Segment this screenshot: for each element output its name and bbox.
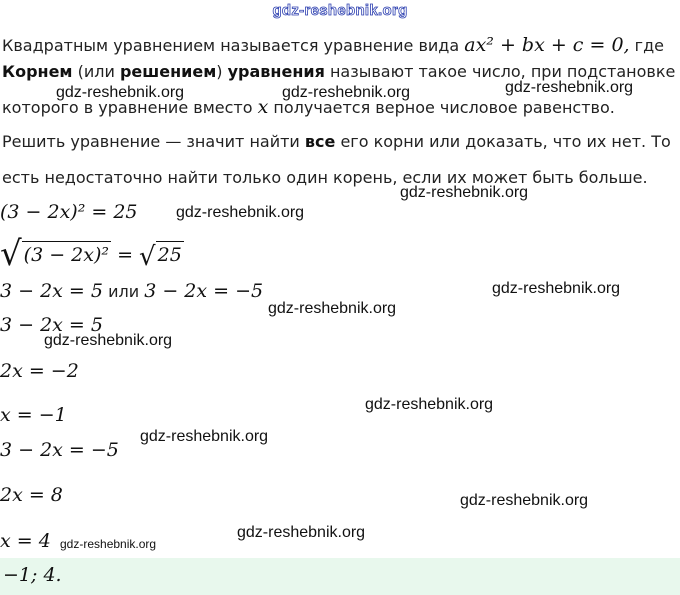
step-6: x = −1 (0, 404, 67, 426)
answer-box (0, 558, 680, 595)
watermark: gdz-reshebnik.org (400, 184, 529, 201)
solve-definition-line-2: есть недостаточно найти только один корень, если их может быть больше. (2, 168, 648, 187)
definition-line (2, 34, 664, 56)
solve-definition-line: Решить уравнение — значит найти все его корни или доказать, что их нет. То (2, 132, 671, 151)
watermark: gdz-reshebnik.org (44, 332, 173, 349)
watermark: gdz-reshebnik.org (505, 79, 634, 96)
definition-tail: где (634, 36, 664, 55)
watermark: gdz-reshebnik.org (56, 84, 185, 101)
step-7: 3 − 2x = −5 (0, 439, 119, 461)
sqrt-icon: √ (0, 234, 22, 274)
watermark: gdz-reshebnik.org (282, 84, 411, 101)
watermark: gdz-reshebnik.org (365, 396, 494, 413)
watermark: gdz-reshebnik.org (60, 537, 157, 551)
or-word: или (108, 282, 140, 301)
solution-term: решением (119, 62, 217, 81)
step-4: 3 − 2x = 5 (0, 314, 103, 336)
equation-term: уравнения (227, 62, 325, 81)
sqrt-icon: √ (139, 242, 156, 272)
variable-x: x (257, 96, 269, 118)
watermark: gdz-reshebnik.org (492, 280, 621, 297)
all-term: все (304, 132, 336, 151)
step-1: (3 − 2x)² = 25 (0, 201, 138, 223)
step-5: 2x = −2 (0, 360, 79, 382)
root-definition-line: Корнем (или решением) уравнения называют такое число, при подстановке (2, 62, 676, 81)
watermark: gdz-reshebnik.org (237, 524, 366, 541)
watermark-top: gdz-reshebnik.org (272, 2, 408, 19)
definition-text: Квадратным уравнением называется уравнение вида (2, 36, 460, 55)
root-term: Корнем (2, 62, 73, 81)
watermark: gdz-reshebnik.org (140, 428, 269, 445)
quadratic-formula: ax² + bx + c = 0, (464, 34, 630, 56)
watermark: gdz-reshebnik.org (460, 492, 589, 509)
step-8: 2x = 8 (0, 484, 63, 506)
watermark: gdz-reshebnik.org (176, 204, 305, 221)
answer-value: −1; 4. (3, 564, 62, 586)
root-definition-line-2: которого в уравнение вместо x получается верное числовое равенство. (2, 96, 615, 118)
watermark: gdz-reshebnik.org (268, 300, 397, 317)
step-9: x = 4 (0, 530, 51, 552)
step-2: √ (3 − 2x)² = √ 25 (0, 234, 182, 274)
step-3: 3 − 2x = 5 или 3 − 2x = −5 (0, 280, 264, 302)
